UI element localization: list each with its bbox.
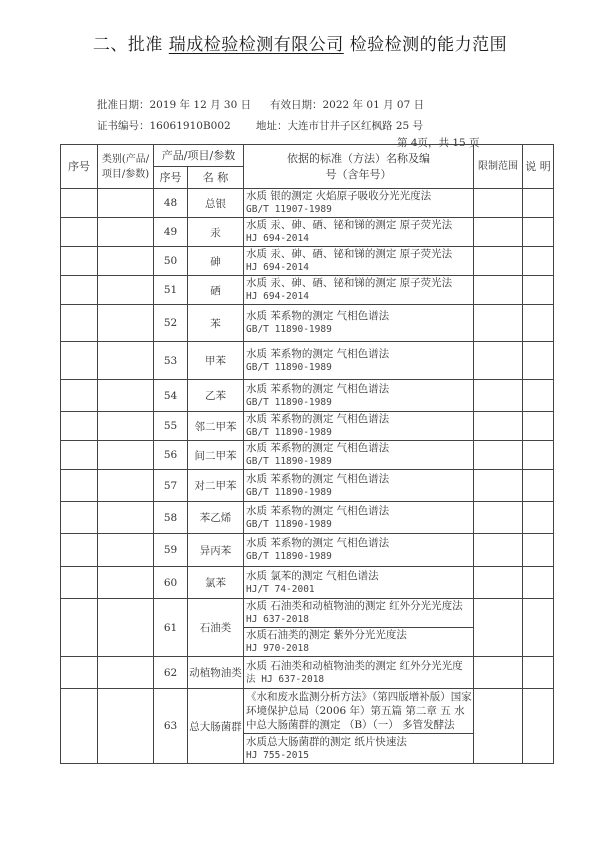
standard-cell xyxy=(244,247,474,276)
note-cell xyxy=(523,470,554,502)
standard-cell xyxy=(244,441,474,470)
category-cell xyxy=(98,502,154,534)
approval-date-value: 2019 年 12 月 30 日 xyxy=(149,99,252,111)
item-name: 总银 xyxy=(188,189,244,218)
note-cell xyxy=(523,276,554,305)
limit-cell xyxy=(474,567,523,599)
limit-cell xyxy=(474,599,523,657)
note-cell xyxy=(523,502,554,534)
standard-cell xyxy=(244,628,474,657)
standard-title: 水质 汞、砷、硒、铋和锑的测定 原子荧光法 xyxy=(246,219,453,231)
standard-title: 水质 苯系物的测定 气相色谱法 xyxy=(246,504,390,517)
item-name: 硒 xyxy=(188,276,244,305)
standard-code: GB/T 11890-1989 xyxy=(246,427,332,438)
table-row xyxy=(61,502,554,534)
table-row xyxy=(61,689,554,734)
category-cell xyxy=(98,380,154,412)
category-cell xyxy=(98,441,154,470)
title-suffix: 检验检测的能力范围 xyxy=(349,35,508,55)
item-number: 50 xyxy=(154,247,188,276)
standard-title: 水质 苯系物的测定 气相色谱法 xyxy=(246,537,390,549)
standard-title: 水质 银的测定 火焰原子吸收分光光度法 xyxy=(246,190,432,202)
note-cell xyxy=(523,218,554,247)
category-cell xyxy=(98,412,154,441)
valid-date xyxy=(270,97,424,112)
seq-cell xyxy=(61,218,98,247)
cert-number xyxy=(97,118,231,133)
page-info: 第 4页，共 15 页 xyxy=(397,137,480,149)
seq-cell xyxy=(61,412,98,441)
standard-code: HJ 694-2014 xyxy=(246,291,309,302)
scope-table xyxy=(60,144,554,764)
page-title xyxy=(0,30,600,55)
standard-title: 水质 苯系物的测定 气相色谱法 xyxy=(246,413,390,425)
standard-title: 水质 苯系物的测定 气相色谱法 xyxy=(246,382,390,395)
limit-cell xyxy=(474,534,523,567)
table-row xyxy=(61,441,554,470)
item-name: 汞 xyxy=(188,218,244,247)
standard-cell xyxy=(244,305,474,342)
standard-code: GB/T 11890-1989 xyxy=(246,518,332,530)
cert-number-value: 16061910B002 xyxy=(149,120,231,132)
table-row xyxy=(61,657,554,689)
limit-cell xyxy=(474,689,523,764)
standard-code: GB/T 11907-1989 xyxy=(246,204,332,215)
item-number: 58 xyxy=(154,502,188,534)
table-row xyxy=(61,189,554,218)
item-name: 氯苯 xyxy=(188,567,244,599)
standard-title: 水质 石油类和动植物油的测定 红外分光光度法 xyxy=(246,600,463,612)
table-row xyxy=(61,342,554,380)
note-cell xyxy=(523,441,554,470)
item-number: 52 xyxy=(154,305,188,342)
address xyxy=(256,118,423,133)
note-cell xyxy=(523,342,554,380)
valid-date-value: 2022 年 01 月 07 日 xyxy=(322,99,425,111)
address-label: 地址： xyxy=(256,120,288,132)
standard-cell xyxy=(244,412,474,441)
standard-cell xyxy=(244,189,474,218)
standard-cell xyxy=(244,734,474,764)
limit-cell xyxy=(474,305,523,342)
standard-code: 法 HJ 637-2018 xyxy=(246,673,325,685)
category-cell xyxy=(98,305,154,342)
seq-cell xyxy=(61,276,98,305)
limit-cell xyxy=(474,342,523,380)
table-row xyxy=(61,247,554,276)
item-name: 苯 xyxy=(188,305,244,342)
table-row xyxy=(61,412,554,441)
item-name: 邻二甲苯 xyxy=(188,412,244,441)
table-row xyxy=(61,470,554,502)
item-number: 48 xyxy=(154,189,188,218)
category-cell xyxy=(98,342,154,380)
standard-title: 水质总大肠菌群的测定 纸片快速法 xyxy=(246,735,407,748)
table-row xyxy=(61,218,554,247)
table-row xyxy=(61,534,554,567)
header-standard: 依据的标准（方法）名称及编号（含年号） xyxy=(244,145,474,189)
header-category: 类别(产品/项目/参数) xyxy=(98,145,154,189)
standard-title: 水质 苯系物的测定 气相色谱法 xyxy=(246,472,390,485)
seq-cell xyxy=(61,470,98,502)
standard-code: HJ 637-2018 xyxy=(246,614,309,625)
header-note: 说 明 xyxy=(523,145,554,189)
note-cell xyxy=(523,247,554,276)
table-row xyxy=(61,305,554,342)
seq-cell xyxy=(61,305,98,342)
cert-number-label: 证书编号： xyxy=(97,120,150,132)
note-cell xyxy=(523,567,554,599)
standard-code: GB/T 11890-1989 xyxy=(246,361,332,373)
standard-code: GB/T 11890-1989 xyxy=(246,486,332,498)
item-number: 59 xyxy=(154,534,188,567)
standard-code: HJ 694-2014 xyxy=(246,233,309,244)
standard-title: 水质 苯系物的测定 气相色谱法 xyxy=(246,442,390,454)
address-value: 大连市甘井子区红枫路 25 号 xyxy=(287,120,424,132)
table-row xyxy=(61,599,554,628)
table-row xyxy=(61,380,554,412)
category-cell xyxy=(98,657,154,689)
item-number: 60 xyxy=(154,567,188,599)
seq-cell xyxy=(61,380,98,412)
standard-cell xyxy=(244,599,474,628)
item-name: 苯乙烯 xyxy=(188,502,244,534)
limit-cell xyxy=(474,218,523,247)
standard-code: HJ/T 74-2001 xyxy=(246,583,315,595)
standard-cell xyxy=(244,342,474,380)
header-limit: 限制范围 xyxy=(474,145,523,189)
limit-cell xyxy=(474,441,523,470)
standard-cell xyxy=(244,689,474,734)
standard-code: HJ 694-2014 xyxy=(246,262,309,273)
item-number: 51 xyxy=(154,276,188,305)
limit-cell xyxy=(474,247,523,276)
standard-cell xyxy=(244,380,474,412)
limit-cell xyxy=(474,380,523,412)
item-name: 异丙苯 xyxy=(188,534,244,567)
standard-cell xyxy=(244,276,474,305)
standard-title: 水质石油类的测定 紫外分光光度法 xyxy=(246,629,407,641)
standard-title: 水质 苯系物的测定 气相色谱法 xyxy=(246,347,390,360)
standard-code: HJ 755-2015 xyxy=(246,749,309,761)
note-cell xyxy=(523,412,554,441)
seq-cell xyxy=(61,599,98,657)
item-name: 石油类 xyxy=(188,599,244,657)
item-number: 53 xyxy=(154,342,188,380)
note-cell xyxy=(523,305,554,342)
category-cell xyxy=(98,599,154,657)
approval-date-label: 批准日期： xyxy=(97,99,150,111)
item-name: 总大肠菌群 xyxy=(188,689,244,764)
header-product-group: 产品/项目/参数 xyxy=(154,145,244,167)
category-cell xyxy=(98,247,154,276)
item-number: 57 xyxy=(154,470,188,502)
category-cell xyxy=(98,276,154,305)
category-cell xyxy=(98,534,154,567)
note-cell xyxy=(523,380,554,412)
table-row xyxy=(61,276,554,305)
standard-cell xyxy=(244,502,474,534)
item-name: 乙苯 xyxy=(188,380,244,412)
valid-date-label: 有效日期： xyxy=(270,99,323,111)
standard-cell xyxy=(244,534,474,567)
seq-cell xyxy=(61,441,98,470)
note-cell xyxy=(523,657,554,689)
standard-title: 《水和废水监测分析方法》（第四版增补版）国家环境保护总局（2006 年）第五篇 第二章 五 水中总大肠菌群的测定 （B）（一） 多管发酵法 xyxy=(246,691,472,731)
standard-cell xyxy=(244,470,474,502)
seq-cell xyxy=(61,567,98,599)
seq-cell xyxy=(61,342,98,380)
standard-code: GB/T 11890-1989 xyxy=(246,551,332,562)
header-sub-seq: 序号 xyxy=(154,167,188,189)
category-cell xyxy=(98,470,154,502)
standard-title: 水质 氯苯的测定 气相色谱法 xyxy=(246,569,379,582)
standard-title: 水质 苯系物的测定 气相色谱法 xyxy=(246,310,390,322)
standard-title: 水质 汞、砷、硒、铋和锑的测定 原子荧光法 xyxy=(246,277,453,289)
seq-cell xyxy=(61,657,98,689)
category-cell xyxy=(98,689,154,764)
seq-cell xyxy=(61,502,98,534)
item-number: 54 xyxy=(154,380,188,412)
approval-date xyxy=(97,97,251,112)
note-cell xyxy=(523,534,554,567)
limit-cell xyxy=(474,189,523,218)
standard-code: GB/T 11890-1989 xyxy=(246,396,332,408)
category-cell xyxy=(98,218,154,247)
limit-cell xyxy=(474,470,523,502)
note-cell xyxy=(523,189,554,218)
standard-cell xyxy=(244,218,474,247)
limit-cell xyxy=(474,276,523,305)
standard-title: 水质 汞、砷、硒、铋和锑的测定 原子荧光法 xyxy=(246,248,453,260)
item-number: 49 xyxy=(154,218,188,247)
category-cell xyxy=(98,567,154,599)
item-name: 动植物油类 xyxy=(188,657,244,689)
standard-cell xyxy=(244,567,474,599)
standard-title: 水质 石油类和动植物油类的测定 红外分光光度 xyxy=(246,659,463,672)
limit-cell xyxy=(474,657,523,689)
standard-code: GB/T 11890-1989 xyxy=(246,324,332,335)
seq-cell xyxy=(61,189,98,218)
item-name: 对二甲苯 xyxy=(188,470,244,502)
item-name: 间二甲苯 xyxy=(188,441,244,470)
standard-code: GB/T 11890-1989 xyxy=(246,456,332,467)
item-name: 甲苯 xyxy=(188,342,244,380)
seq-cell xyxy=(61,247,98,276)
table-row xyxy=(61,567,554,599)
standard-code: HJ 970-2018 xyxy=(246,643,309,654)
seq-cell xyxy=(61,534,98,567)
item-number: 55 xyxy=(154,412,188,441)
item-number: 63 xyxy=(154,689,188,764)
header-name: 名 称 xyxy=(188,167,244,189)
item-number: 61 xyxy=(154,599,188,657)
category-cell xyxy=(98,189,154,218)
header-seq: 序号 xyxy=(61,145,98,189)
item-number: 62 xyxy=(154,657,188,689)
seq-cell xyxy=(61,689,98,764)
title-prefix: 二、批准 xyxy=(92,35,163,55)
limit-cell xyxy=(474,502,523,534)
limit-cell xyxy=(474,412,523,441)
company-name: 瑞成检验检测有限公司 xyxy=(168,35,344,55)
item-number: 56 xyxy=(154,441,188,470)
standard-cell xyxy=(244,657,474,689)
note-cell xyxy=(523,599,554,657)
note-cell xyxy=(523,689,554,764)
item-name: 砷 xyxy=(188,247,244,276)
